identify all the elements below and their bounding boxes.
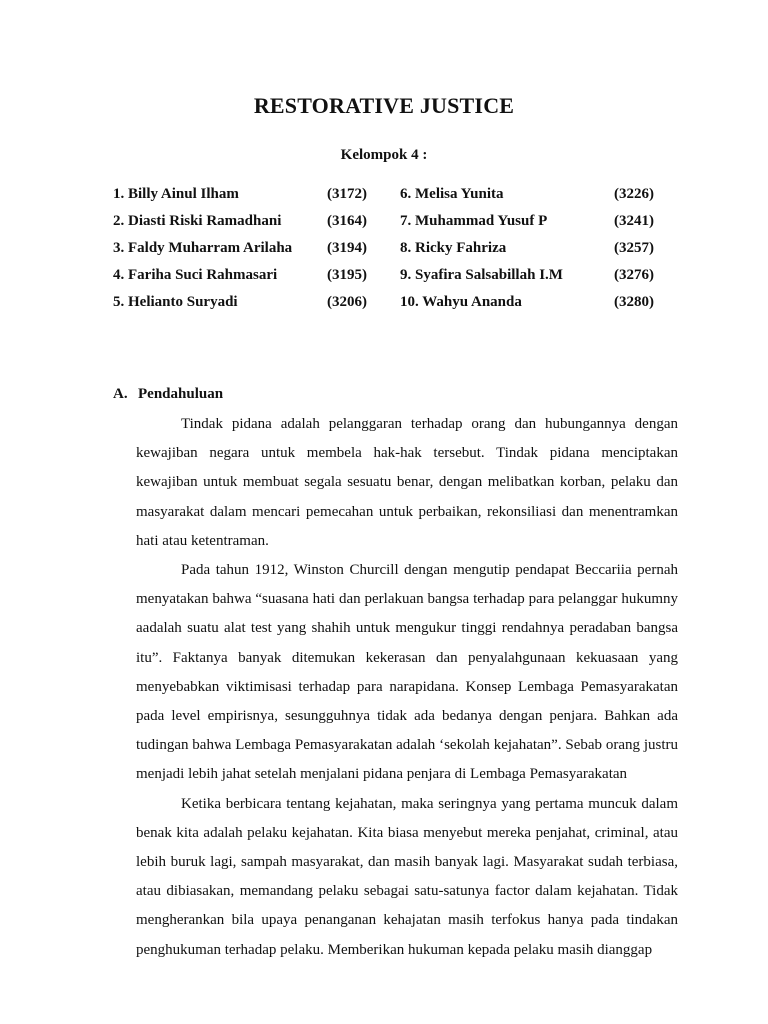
member-id: (3280) (614, 294, 654, 310)
member-id: (3226) (614, 186, 654, 202)
member-name: 3. Faldy Muharram Arilaha (113, 240, 293, 256)
member-name: 7. Muhammad Yusuf P (400, 213, 548, 229)
member-row (113, 184, 673, 211)
member-id: (3276) (614, 267, 654, 283)
member-name: 2. Diasti Riski Ramadhani (113, 213, 282, 229)
member-name: 4. Fariha Suci Rahmasari (113, 267, 278, 283)
section-heading (113, 386, 223, 403)
member-id: (3206) (327, 294, 367, 310)
member-name: 8. Ricky Fahriza (400, 240, 507, 256)
member-id: (3164) (327, 213, 367, 229)
member-name: 6. Melisa Yunita (400, 186, 504, 202)
section-letter: A. (113, 386, 128, 402)
member-row (113, 211, 673, 238)
member-id: (3195) (327, 267, 367, 283)
member-row (113, 238, 673, 265)
paragraph: Tindak pidana adalah pelanggaran terhadap orang dan hubungannya dengan kewajiban negara untuk membela hak-hak tersebut. Tindak pidana menciptakan kewajiban untuk membuat segala sesuatu benar, dengan melibatkan korban, pelaku dan masyarakat dalam mencari pemecahan untuk perbaikan, rekonsiliasi dan menentramkan hati atau ketentraman. (136, 416, 678, 549)
member-id: (3172) (327, 186, 367, 202)
member-list (113, 184, 673, 319)
member-id: (3257) (614, 240, 654, 256)
paragraph: Pada tahun 1912, Winston Churcill dengan mengutip pendapat Beccariia pernah menyatakan bahwa “suasana hati dan perlakuan bangsa terhadap para pelanggar hukumny aadalah suatu alat test yang shahih untuk mengukur tinggi rendahnya peradaban bangsa itu”. Faktanya banyak ditemukan kekerasan dan penyalahgunaan kekuasaan yang menyebabkan viktimisasi terhadap para narapidana. Konsep Lembaga Pemasyarakatan pada level empirisnya, sesungguhnya tidak ada bedanya dengan penjara. Bahkan ada tudingan bahwa Lembaga Pemasyarakatan adalah ‘sekolah kejahatan”. Sebab orang justru menjadi lebih jahat setelah menjalani pidana penjara di Lembaga Pemasyarakatan (136, 562, 678, 783)
member-id: (3194) (327, 240, 367, 256)
member-name: 9. Syafira Salsabillah I.M (400, 267, 563, 283)
member-id: (3241) (614, 213, 654, 229)
paragraph: Ketika berbicara tentang kejahatan, maka seringnya yang pertama muncuk dalam benak kita adalah pelaku kejahatan. Kita biasa menyebut mereka penjahat, criminal, atau lebih buruk lagi, sampah masyarakat, dan masih banyak lagi. Masyarakat sudah terbiasa, atau dibiasakan, memandang pelaku sebagai satu-satunya factor dalam kejahatan. Tidak mengherankan bila upaya penanganan kehajatan masih terfokus hanya pada tindakan penghukuman terhadap pelaku. Memberikan hukuman kepada pelaku masih dianggap (136, 795, 678, 958)
member-name: 1. Billy Ainul Ilham (113, 186, 239, 202)
member-row (113, 265, 673, 292)
document-title: RESTORATIVE JUSTICE (253, 93, 515, 118)
member-name: 5. Helianto Suryadi (113, 294, 238, 310)
section-body (136, 410, 678, 965)
group-label: Kelompok 4 : (340, 147, 428, 163)
member-row (113, 292, 673, 319)
member-name: 10. Wahyu Ananda (400, 294, 522, 310)
section-title: Pendahuluan (138, 386, 224, 402)
